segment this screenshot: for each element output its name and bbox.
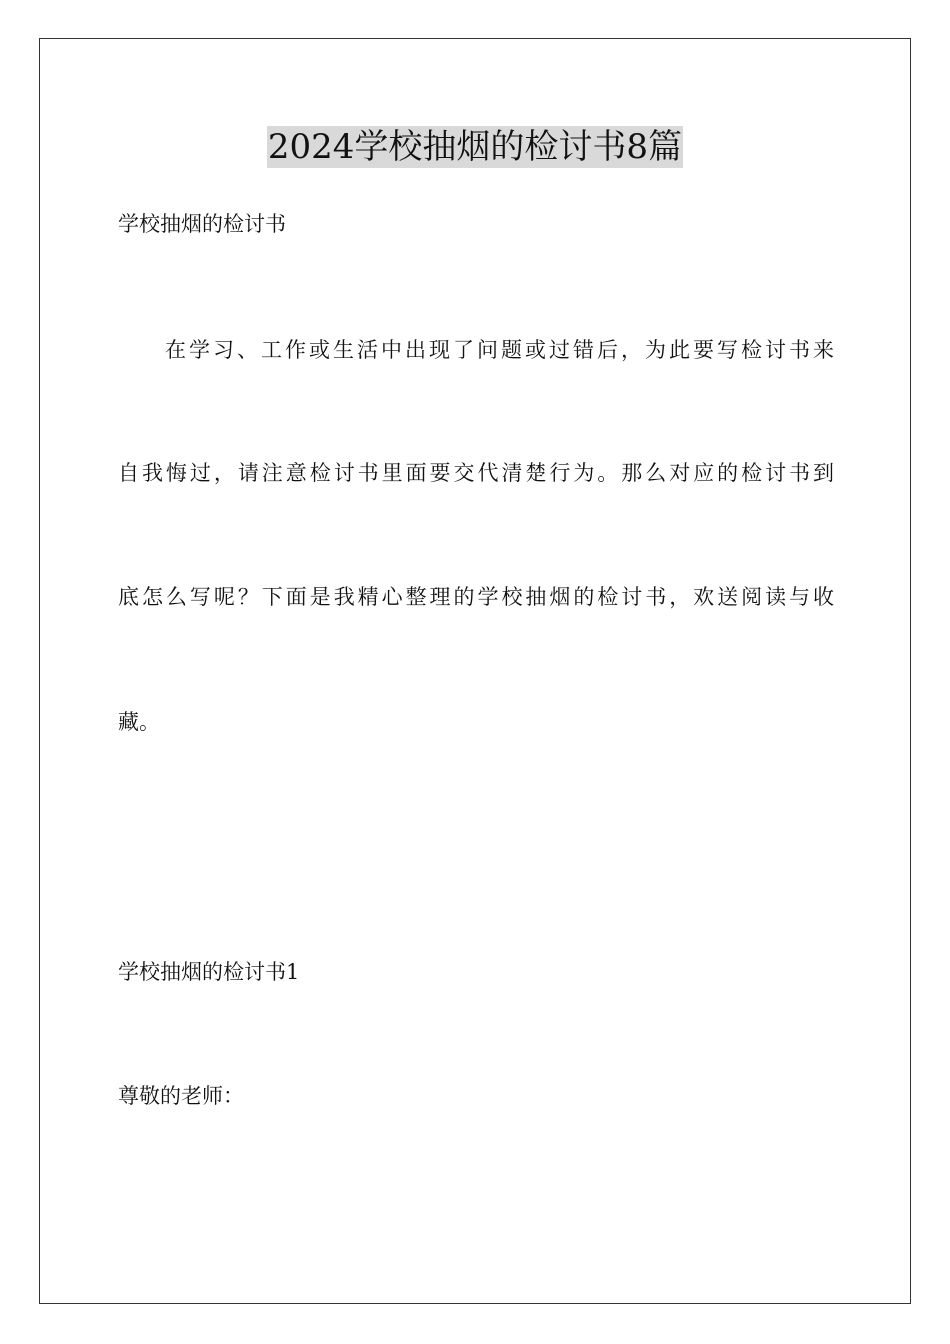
intro-line-4: 藏。 (118, 710, 160, 734)
intro-line-3: 底怎么写呢？下面是我精心整理的学校抽烟的检讨书，欢送阅读与收 (118, 585, 834, 609)
intro-line-2: 自我悔过，请注意检讨书里面要交代清楚行为。那么对应的检讨书到 (118, 461, 834, 485)
section-heading: 学校抽烟的检讨书1 (118, 960, 300, 984)
document-title (0, 126, 950, 168)
salutation: 尊敬的老师： (118, 1084, 244, 1108)
intro-line-1: 在学习、工作或生活中出现了问题或过错后，为此要写检讨书来 (165, 338, 834, 362)
subtitle: 学校抽烟的检讨书 (118, 212, 286, 236)
document-title-text: 2024学校抽烟的检讨书8篇 (267, 127, 683, 167)
